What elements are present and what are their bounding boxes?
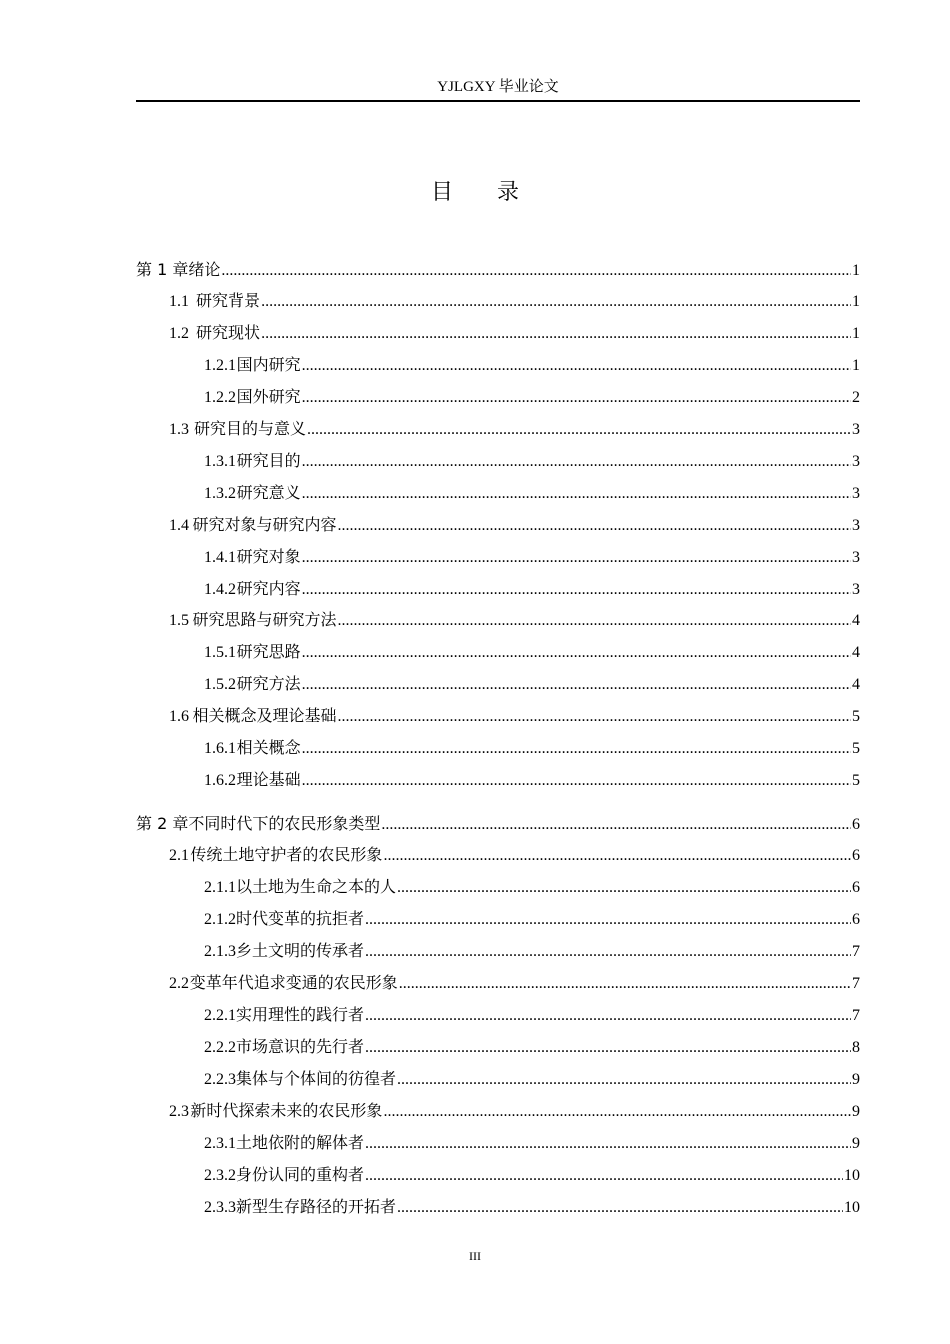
toc-entry-page: 9 <box>852 1070 860 1088</box>
toc-dot-leader <box>302 737 851 761</box>
toc-dot-leader <box>383 844 851 868</box>
toc-entry[interactable] <box>136 940 860 964</box>
toc-entry-page: 9 <box>852 1134 860 1152</box>
toc-entry-title: 研究对象 <box>236 548 301 566</box>
toc-entry-title: 理论基础 <box>236 772 301 790</box>
header-rule <box>136 100 860 102</box>
toc-entry[interactable] <box>136 641 860 665</box>
toc-dot-leader <box>365 1132 851 1156</box>
toc-entry-title: 变革年代追求变通的农民形象 <box>189 974 398 992</box>
toc-dot-leader <box>397 1196 843 1220</box>
toc-entry-title: 市场意识的先行者 <box>236 1038 365 1056</box>
toc-entry-page: 1 <box>852 324 860 342</box>
toc-dot-leader <box>381 813 851 837</box>
toc-entry-number: 1.2.2 <box>204 388 236 406</box>
toc-dot-leader <box>302 769 851 793</box>
toc-entry-page: 5 <box>852 772 860 790</box>
toc-entry[interactable] <box>136 450 860 474</box>
toc-entry[interactable] <box>136 673 860 697</box>
toc-entry-number: 2.3 <box>169 1102 189 1120</box>
toc-entry-number: 1.5.2 <box>204 676 236 694</box>
toc-entry-title: 研究方法 <box>236 676 301 694</box>
toc-entry-title: 研究目的与意义 <box>193 420 306 438</box>
toc-entry-page: 8 <box>852 1038 860 1056</box>
toc-entry-title: 研究对象与研究内容 <box>192 516 337 534</box>
toc-entry-title: 相关概念 <box>236 740 301 758</box>
toc-entry-number: 2.2.3 <box>204 1070 236 1088</box>
toc-entry-page: 1 <box>852 262 860 279</box>
toc-entry-title: 研究现状 <box>196 324 261 342</box>
toc-entry-page: 10 <box>844 1166 860 1184</box>
toc-entry-number: 第 2 章 <box>136 814 189 834</box>
toc-entry-number: 1.5 <box>169 612 189 630</box>
toc-entry-page: 3 <box>852 420 860 438</box>
toc-entry-number: 1.1 <box>169 292 189 310</box>
toc-entry-title: 时代变革的抗拒者 <box>236 911 365 928</box>
toc-dot-leader <box>302 386 851 410</box>
toc-entry-number: 1.4.1 <box>204 548 236 566</box>
toc-entry[interactable] <box>136 844 860 868</box>
toc-entry-page: 4 <box>852 644 860 662</box>
toc-entry-number: 1.6.2 <box>204 772 236 790</box>
toc-dot-leader <box>302 578 851 602</box>
toc-entry-page: 7 <box>852 1006 860 1024</box>
toc-dot-leader <box>302 546 851 570</box>
toc-entry-number: 1.6 <box>169 708 189 726</box>
toc-entry[interactable] <box>136 290 860 314</box>
toc-entry[interactable] <box>136 354 860 378</box>
toc-entry-number: 第 1 章 <box>136 260 189 279</box>
toc-dot-leader <box>338 609 851 633</box>
toc-entry-title: 集体与个体间的彷徨者 <box>236 1070 397 1088</box>
toc-dot-leader <box>302 354 851 378</box>
toc-entry-title: 研究内容 <box>236 580 301 598</box>
toc-entry[interactable] <box>136 1004 860 1028</box>
toc-entry-number: 2.2.1 <box>204 1006 236 1024</box>
toc-entry-page: 1 <box>852 356 860 374</box>
toc-entry-title: 不同时代下的农民形象类型 <box>188 814 381 834</box>
toc-entry-page: 9 <box>852 1102 860 1120</box>
toc-entry-number: 1.2.1 <box>204 356 236 374</box>
toc-entry[interactable] <box>136 769 860 793</box>
toc-entry-number: 1.3.2 <box>204 484 236 502</box>
toc-entry-title: 研究目的 <box>236 452 301 470</box>
toc-entry[interactable] <box>136 812 860 836</box>
toc-entry[interactable] <box>136 1100 860 1124</box>
toc-entry-page: 3 <box>852 548 860 566</box>
page-header: YJLGXY 毕业论文 <box>437 79 559 95</box>
toc-entry[interactable] <box>136 1068 860 1092</box>
toc-entry[interactable] <box>136 386 860 410</box>
toc-entry[interactable] <box>136 514 860 538</box>
toc-dot-leader <box>399 972 851 996</box>
toc-entry[interactable] <box>136 258 860 282</box>
toc-entry[interactable] <box>136 482 860 506</box>
toc-entry-number: 2.3.2 <box>204 1166 236 1184</box>
toc-entry-title: 土地依附的解体者 <box>236 1134 365 1152</box>
toc-entry[interactable] <box>136 322 860 346</box>
toc-entry[interactable] <box>136 705 860 729</box>
toc-entry[interactable] <box>136 972 860 996</box>
toc-entry-page: 3 <box>852 516 860 534</box>
toc-entry-title: 国外研究 <box>236 388 301 406</box>
toc-dot-leader <box>383 1100 851 1124</box>
toc-entry-page: 7 <box>852 974 860 992</box>
toc-entry-title: 研究思路 <box>236 644 301 662</box>
toc-entry-title: 研究意义 <box>236 484 301 502</box>
toc-dot-leader <box>307 418 851 442</box>
toc-dot-leader <box>261 322 851 346</box>
toc-entry-title: 以土地为生命之本的人 <box>236 879 397 897</box>
toc-entry-page: 5 <box>852 740 860 758</box>
toc-entry[interactable] <box>136 737 860 761</box>
toc-entry[interactable] <box>136 1196 860 1220</box>
toc-entry-page: 3 <box>852 452 860 470</box>
toc-entry[interactable] <box>136 546 860 570</box>
toc-entry-number: 1.4.2 <box>204 580 236 598</box>
toc-entry[interactable] <box>136 609 860 633</box>
toc-entry-number: 1.5.1 <box>204 644 236 662</box>
toc-entry-page: 6 <box>852 816 860 834</box>
toc-entry-number: 2.1 <box>169 847 189 865</box>
toc-entry-number: 1.3 <box>169 420 189 438</box>
toc-dot-leader <box>338 514 851 538</box>
toc-dot-leader <box>365 1164 843 1188</box>
toc-entry-number: 2.3.1 <box>204 1134 236 1152</box>
toc-entry-number: 2.1.1 <box>204 879 236 897</box>
toc-dot-leader <box>365 1036 851 1060</box>
toc-dot-leader <box>261 290 851 314</box>
toc-entry-title: 研究思路与研究方法 <box>192 612 337 630</box>
toc-entry-number: 2.2.2 <box>204 1038 236 1056</box>
toc-dot-leader <box>302 641 851 665</box>
toc-entry-page: 10 <box>844 1198 860 1216</box>
toc-entry-number: 2.1.3 <box>204 942 236 960</box>
toc-entry-page: 5 <box>852 708 860 726</box>
toc-entry-title: 相关概念及理论基础 <box>192 708 337 726</box>
toc-entry[interactable] <box>136 908 860 932</box>
toc-dot-leader <box>397 1068 851 1092</box>
toc-entry-title: 绪论 <box>188 260 221 279</box>
toc-entry-page: 3 <box>852 484 860 502</box>
toc-entry-title: 身份认同的重构者 <box>236 1166 365 1184</box>
toc-entry-title: 研究背景 <box>196 292 261 310</box>
toc-dot-leader <box>365 940 851 964</box>
toc-dot-leader <box>302 482 851 506</box>
toc-entry[interactable] <box>136 418 860 442</box>
toc-entry-number: 1.4 <box>169 516 189 534</box>
toc-entry[interactable] <box>136 1132 860 1156</box>
toc-entry-page: 2 <box>852 388 860 406</box>
toc-dot-leader <box>221 259 851 283</box>
toc-dot-leader <box>397 876 851 900</box>
toc-title: 目录 <box>430 180 563 205</box>
toc-entry-number: 2.2 <box>169 974 189 992</box>
toc-dot-leader <box>302 450 851 474</box>
toc-entry[interactable] <box>136 1164 860 1188</box>
toc-entry-page: 6 <box>852 879 860 897</box>
toc-dot-leader <box>365 908 851 932</box>
toc-entry-title: 新型生存路径的开拓者 <box>236 1198 397 1216</box>
toc-dot-leader <box>338 705 851 729</box>
toc-entry-page: 7 <box>852 942 860 960</box>
toc-entry[interactable] <box>136 578 860 602</box>
toc-entry-title: 实用理性的践行者 <box>236 1006 365 1024</box>
toc-entry-page: 6 <box>852 911 860 928</box>
toc-entry-number: 2.1.2 <box>204 911 236 928</box>
toc-entry-page: 3 <box>852 580 860 598</box>
toc-entry-title: 国内研究 <box>236 356 301 374</box>
toc-entry[interactable] <box>136 1036 860 1060</box>
toc-dot-leader <box>365 1004 851 1028</box>
page-number: III <box>469 1249 481 1263</box>
toc-entry-page: 1 <box>852 292 860 310</box>
toc-entry-title: 新时代探索未来的农民形象 <box>190 1102 383 1120</box>
toc-entry-title: 乡土文明的传承者 <box>236 942 365 960</box>
toc-entry-number: 1.2 <box>169 324 189 342</box>
toc-entry-number: 1.6.1 <box>204 740 236 758</box>
toc-entry[interactable] <box>136 876 860 900</box>
toc-entry-title: 传统土地守护者的农民形象 <box>190 847 383 865</box>
toc-entry-page: 4 <box>852 676 860 694</box>
toc-entry-page: 4 <box>852 612 860 630</box>
toc-entry-page: 6 <box>852 847 860 865</box>
toc-entry-number: 1.3.1 <box>204 452 236 470</box>
toc-entry-number: 2.3.3 <box>204 1198 236 1216</box>
toc-dot-leader <box>302 673 851 697</box>
